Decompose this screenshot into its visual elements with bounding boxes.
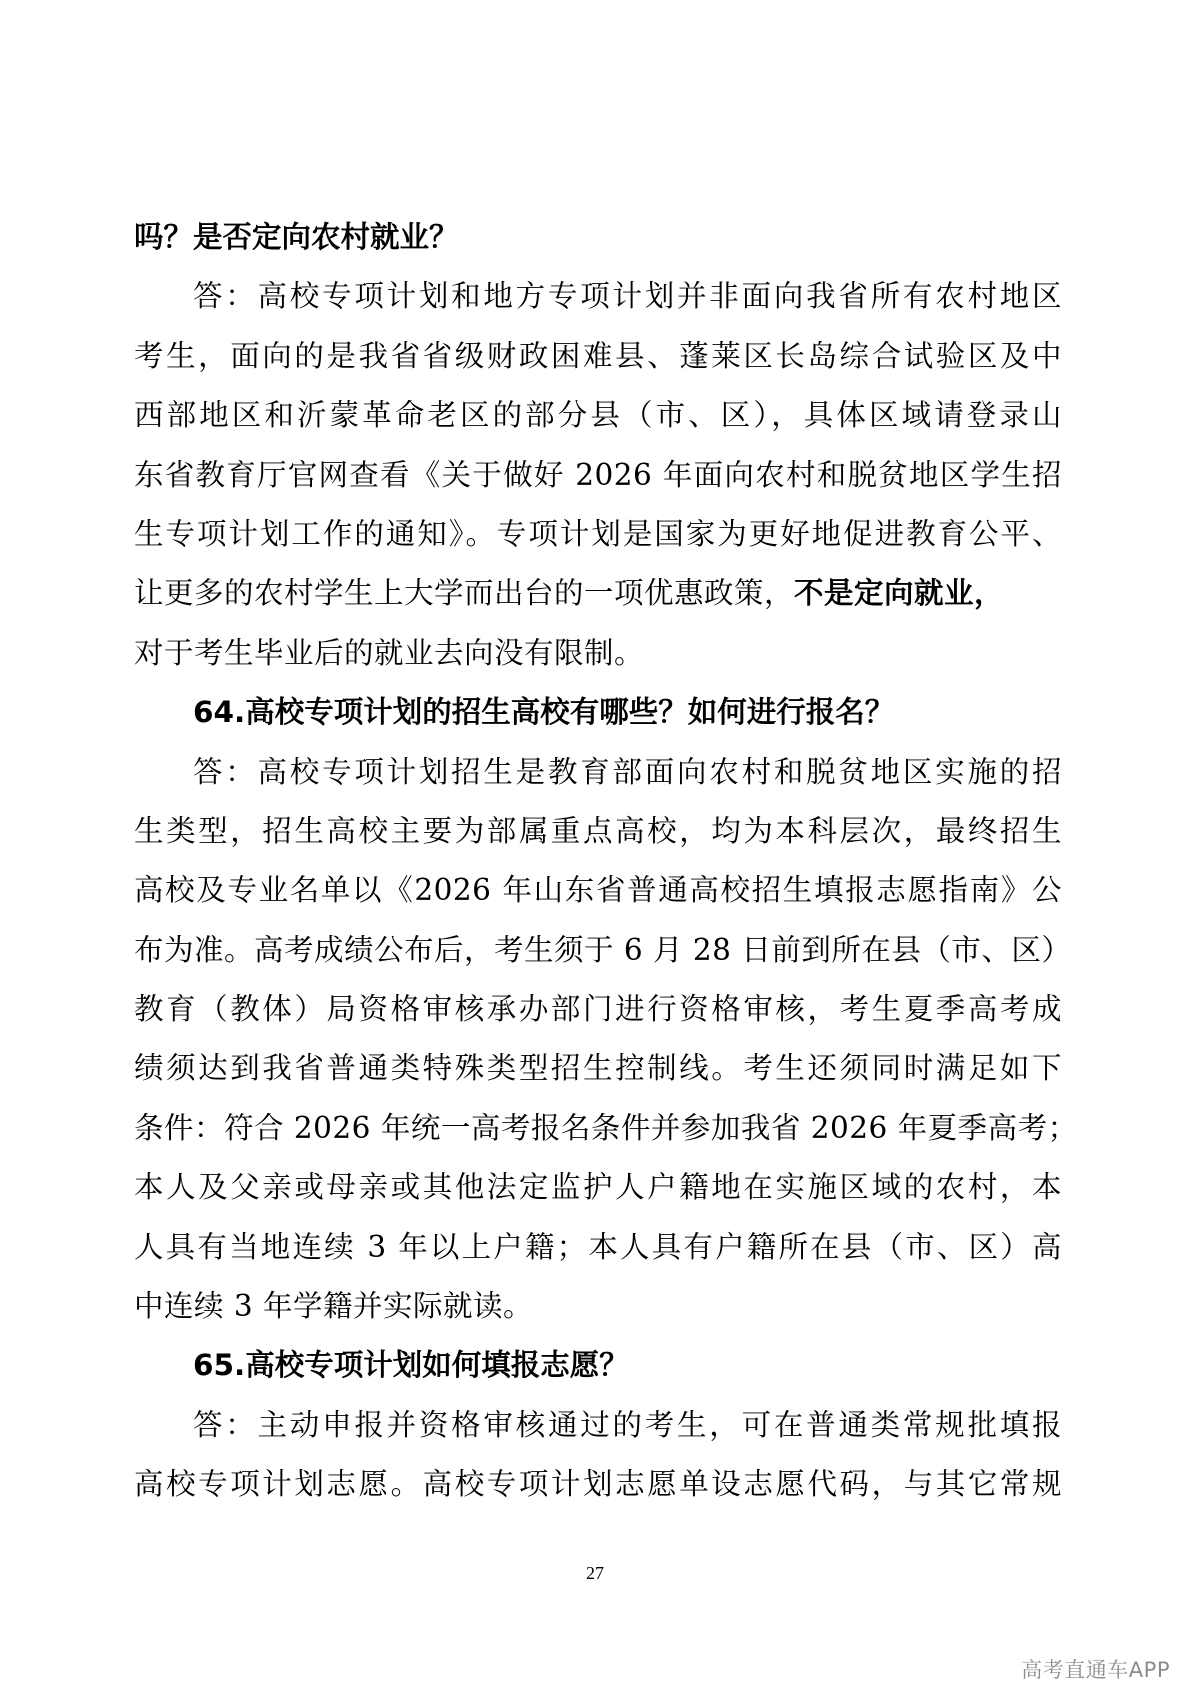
question-64: 64.高校专项计划的招生高校有哪些？如何进行报名？	[193, 695, 895, 730]
answer-63-line: 答：高校专项计划和地方专项计划并非面向我省所有农村地区	[193, 279, 1062, 314]
answer-63-text: 让更多的农村学生上大学而出台的一项优惠政策，	[134, 576, 795, 611]
answer-64-line: 高校及专业名单以《2026 年山东省普通高校招生填报志愿指南》公	[134, 873, 1062, 908]
answer-64-line: 本人及父亲或母亲或其他法定监护人户籍地在实施区域的农村，本	[134, 1170, 1062, 1205]
answer-64-line: 条件：符合 2026 年统一高考报名条件并参加我省 2026 年夏季高考；	[134, 1110, 1078, 1145]
answer-63	[134, 267, 1062, 683]
answer-63-line: 东省教育厅官网查看《关于做好 2026 年面向农村和脱贫地区学生招	[134, 457, 1062, 492]
answer-64-line: 生类型，招生高校主要为部属重点高校，均为本科层次，最终招生	[134, 813, 1062, 848]
document-body	[134, 208, 1078, 1515]
answer-64-line: 教育（教体）局资格审核承办部门进行资格审核，考生夏季高考成	[134, 992, 1062, 1027]
answer-64-line: 答：高校专项计划招生是教育部面向农村和脱贫地区实施的招	[193, 754, 1062, 789]
answer-65-line: 答：主动申报并资格审核通过的考生，可在普通类常规批填报	[193, 1407, 1062, 1442]
answer-63-line: 对于考生毕业后的就业去向没有限制。	[134, 635, 645, 670]
question-65: 65.高校专项计划如何填报志愿？	[193, 1348, 629, 1383]
watermark: 高考直通车APP	[1021, 1658, 1170, 1682]
answer-63-line: 生专项计划工作的通知》。专项计划是国家为更好地促进教育公平、	[134, 516, 1062, 551]
question-63-continuation: 吗？是否定向农村就业？	[134, 220, 459, 254]
answer-64-line: 布为准。高考成绩公布后，考生须于 6 月 28 日前到所在县（市、区）	[134, 932, 1072, 967]
answer-65	[134, 1396, 1062, 1515]
answer-64	[134, 743, 1078, 1337]
answer-63-line: 考生，面向的是我省省级财政困难县、蓬莱区长岛综合试验区及中	[134, 338, 1062, 373]
answer-63-line: 西部地区和沂蒙革命老区的部分县（市、区），具体区域请登录山	[134, 398, 1062, 433]
answer-64-line: 中连续 3 年学籍并实际就读。	[134, 1289, 534, 1324]
answer-64-line: 人具有当地连续 3 年以上户籍；本人具有户籍所在县（市、区）高	[134, 1229, 1062, 1264]
answer-65-line: 高校专项计划志愿。高校专项计划志愿单设志愿代码，与其它常规	[134, 1467, 1062, 1502]
emphasis-not-directed-employment: 不是定向就业，	[794, 576, 1005, 611]
answer-64-line: 绩须达到我省普通类特殊类型招生控制线。考生还须同时满足如下	[134, 1051, 1062, 1086]
answer-63-line	[134, 564, 1062, 623]
page-number: 27	[586, 1563, 604, 1583]
